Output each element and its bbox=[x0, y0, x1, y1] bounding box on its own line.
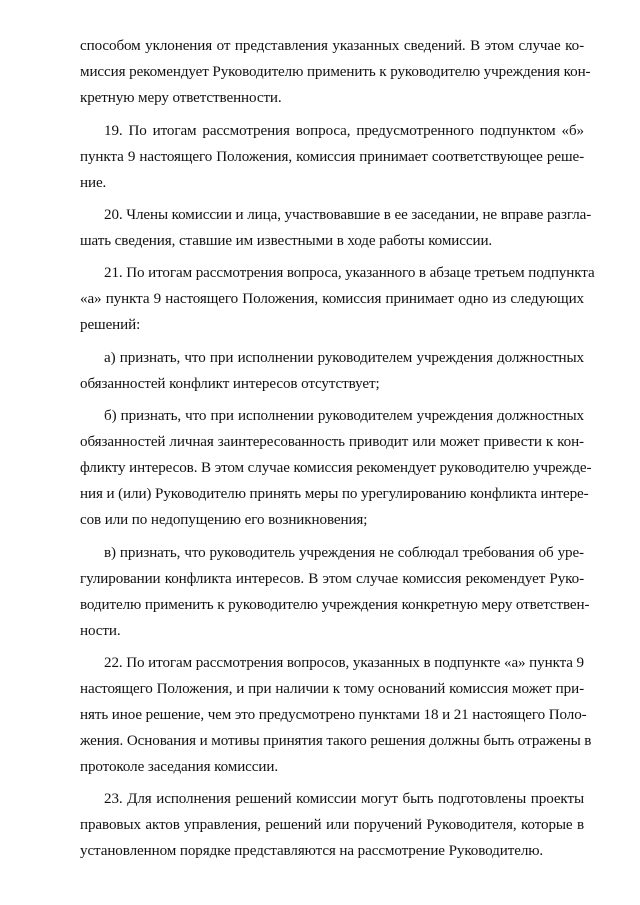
text-line: пункта 9 настоящего Положения, комиссия принимает соответствующее реше- bbox=[80, 149, 584, 165]
text-line: 22. По итогам рассмотрения вопросов, указанных в подпункте «а» пункта 9 bbox=[104, 655, 584, 671]
text-line: сов или по недопущению его возникновения; bbox=[80, 512, 368, 528]
text-line: нять иное решение, чем это предусмотрено пунктами 18 и 21 настоящего Поло- bbox=[80, 707, 587, 723]
text-line: миссия рекомендует Руководителю применить к руководителю учреждения кон- bbox=[80, 64, 591, 80]
text-line: 21. По итогам рассмотрения вопроса, указанного в абзаце третьем подпункта bbox=[104, 265, 595, 281]
text-line: ния и (или) Руководителю принять меры по урегулированию конфликта интере- bbox=[80, 486, 589, 502]
text-line: 23. Для исполнения решений комиссии могут быть подготовлены проекты bbox=[104, 791, 584, 807]
text-line: кретную меру ответственности. bbox=[80, 90, 282, 106]
text-line: обязанностей конфликт интересов отсутствует; bbox=[80, 376, 380, 392]
text-line: решений: bbox=[80, 317, 141, 333]
text-line: б) признать, что при исполнении руководителем учреждения должностных bbox=[104, 408, 584, 424]
text-line: шать сведения, ставшие им известными в ходе работы комиссии. bbox=[80, 233, 493, 249]
text-line: водителю применить к руководителю учреждения конкретную меру ответствен- bbox=[80, 597, 590, 613]
text-line: установленном порядке представляются на рассмотрение Руководителю. bbox=[80, 843, 544, 859]
text-line: гулировании конфликта интересов. В этом случае комиссия рекомендует Руко- bbox=[80, 571, 584, 587]
text-line: протоколе заседания комиссии. bbox=[80, 759, 279, 775]
text-line: фликту интересов. В этом случае комиссия рекомендует руководителю учрежде- bbox=[80, 460, 592, 476]
text-line: ности. bbox=[80, 623, 121, 639]
text-line: а) признать, что при исполнении руководителем учреждения должностных bbox=[104, 350, 584, 366]
text-line: «а» пункта 9 настоящего Положения, комиссия принимает одно из следующих bbox=[80, 291, 584, 307]
text-line: правовых актов управления, решений или поручений Руководителя, которые в bbox=[80, 817, 584, 833]
text-line: способом уклонения от представления указанных сведений. В этом случае ко- bbox=[80, 38, 584, 54]
text-line: в) признать, что руководитель учреждения не соблюдал требования об уре- bbox=[104, 545, 584, 561]
text-line: обязанностей личная заинтересованность приводит или может привести к кон- bbox=[80, 434, 584, 450]
text-line: 19. По итогам рассмотрения вопроса, предусмотренного подпунктом «б» bbox=[104, 123, 584, 139]
text-line: ние. bbox=[80, 175, 107, 191]
text-line: жения. Основания и мотивы принятия такого решения должны быть отражены в bbox=[80, 733, 592, 749]
text-line: настоящего Положения, и при наличии к тому оснований комиссия может при- bbox=[80, 681, 584, 697]
text-line: 20. Члены комиссии и лица, участвовавшие в ее заседании, не вправе разгла- bbox=[104, 207, 592, 223]
